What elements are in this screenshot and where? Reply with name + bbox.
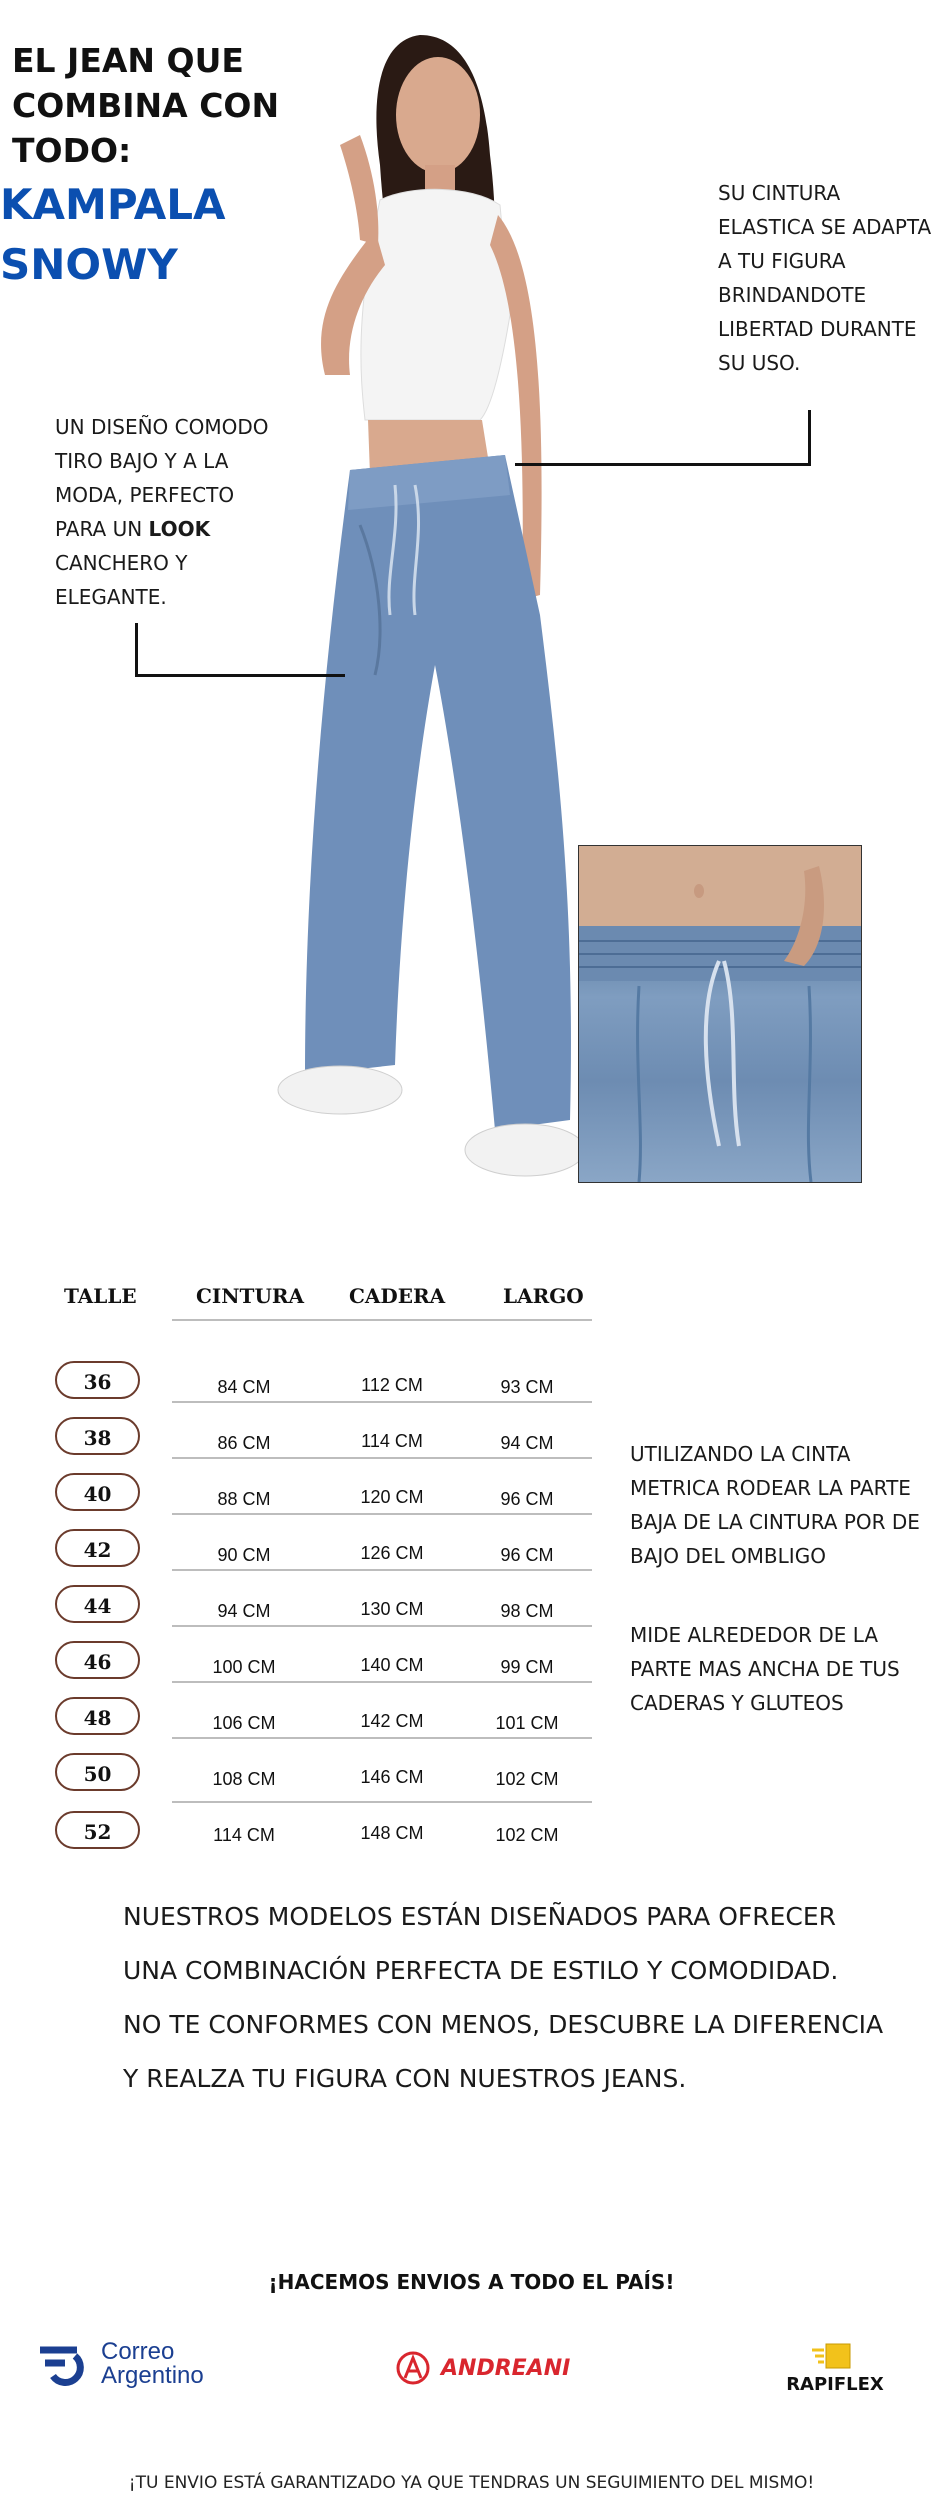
waistband-detail-photo <box>578 845 862 1183</box>
cell-largo: 99 CM <box>500 1657 554 1677</box>
cell-cintura: 94 CM <box>217 1601 271 1621</box>
model-top <box>361 189 510 420</box>
cell-largo: 93 CM <box>500 1377 554 1397</box>
cell-cintura: 88 CM <box>217 1489 271 1509</box>
row-rule <box>172 1569 592 1571</box>
model-face <box>396 57 480 173</box>
size-pill: 52 <box>55 1811 140 1849</box>
cell-cadera: 148 CM <box>360 1823 424 1843</box>
size-pill: 40 <box>55 1473 140 1511</box>
size-pill: 46 <box>55 1641 140 1679</box>
design-callout-text: UN DISEÑO COMODO TIRO BAJO Y A LA MODA, PERFECTO PARA UN <box>55 415 269 541</box>
paragraph-line: UNA COMBINACIÓN PERFECTA DE ESTILO Y COMODIDAD. <box>123 1956 839 1985</box>
size-pill: 36 <box>55 1361 140 1399</box>
cell-cintura: 90 CM <box>217 1545 271 1565</box>
cell-cadera: 140 CM <box>360 1655 424 1675</box>
row-rule <box>172 1401 592 1403</box>
model-shoe-left <box>278 1066 402 1114</box>
cell-cadera: 130 CM <box>360 1599 424 1619</box>
design-callout <box>55 410 285 614</box>
cell-cadera: 112 CM <box>361 1375 423 1395</box>
cell-cintura: 86 CM <box>217 1433 271 1453</box>
product-name <box>0 175 226 295</box>
row-rule <box>172 1513 592 1515</box>
cell-cadera: 126 CM <box>360 1543 424 1563</box>
shipping-guarantee: ¡TU ENVIO ESTÁ GARANTIZADO YA QUE TENDRAS UN SEGUIMIENTO DEL MISMO! <box>128 2473 815 2493</box>
correo-name-line1: Correo <box>101 2338 175 2365</box>
size-pill: 48 <box>55 1697 140 1735</box>
waist-callout: SU CINTURA ELASTICA SE ADAPTA A TU FIGURA BRINDANDOTE LIBERTAD DURANTE SU USO. <box>718 181 932 375</box>
model-shoe-right <box>465 1124 585 1176</box>
size-pill: 44 <box>55 1585 140 1623</box>
correo-argentino-logo <box>35 2338 235 2388</box>
cell-cadera: 120 CM <box>360 1487 424 1507</box>
header-cintura: CINTURA <box>196 1284 305 1308</box>
cell-largo: 102 CM <box>495 1769 559 1789</box>
correo-name-line2: Argentino <box>101 2362 204 2389</box>
waist-measure-instruction: UTILIZANDO LA CINTA METRICA RODEAR LA PARTE BAJA DE LA CINTURA POR DE BAJO DEL OMBLIGO <box>630 1442 920 1568</box>
andreani-logo-icon <box>395 2350 431 2386</box>
row-rule <box>172 1737 592 1739</box>
cell-largo: 101 CM <box>495 1713 559 1733</box>
row-rule <box>172 1801 592 1803</box>
cell-cintura: 100 CM <box>212 1657 276 1677</box>
cell-largo: 98 CM <box>500 1601 554 1621</box>
product-name-line1: KAMPALA <box>0 180 226 229</box>
waist-callout-line-vertical <box>808 410 811 466</box>
cell-cintura: 84 CM <box>217 1377 271 1397</box>
design-callout-line-horizontal <box>135 674 345 677</box>
header-talle: TALLE <box>64 1284 137 1308</box>
size-pill: 50 <box>55 1753 140 1791</box>
paragraph-line: NUESTROS MODELOS ESTÁN DISEÑADOS PARA OFRECER <box>123 1902 837 1931</box>
size-pill: 38 <box>55 1417 140 1455</box>
cell-cintura: 106 CM <box>212 1713 276 1733</box>
shipping-title: ¡HACEMOS ENVIOS A TODO EL PAÍS! <box>268 2270 675 2294</box>
waist-callout-line-horizontal <box>515 463 811 466</box>
cell-largo: 96 CM <box>500 1545 554 1565</box>
product-name-line2: SNOWY <box>0 240 178 289</box>
rapiflex-logo <box>770 2340 900 2400</box>
brand-paragraph <box>123 1890 903 2106</box>
size-pill: 42 <box>55 1529 140 1567</box>
header-cadera: CADERA <box>349 1284 446 1308</box>
cell-largo: 102 CM <box>495 1825 559 1845</box>
row-rule <box>172 1457 592 1459</box>
header-largo: LARGO <box>503 1284 584 1308</box>
cell-cadera: 142 CM <box>360 1711 424 1731</box>
paragraph-line: NO TE CONFORMES CON MENOS, DESCUBRE LA DIFERENCIA <box>123 2010 884 2039</box>
cell-largo: 96 CM <box>500 1489 554 1509</box>
rapiflex-logo-icon <box>812 2340 856 2372</box>
cell-cadera: 114 CM <box>361 1431 423 1451</box>
design-callout-line-vertical <box>135 623 138 677</box>
design-callout-bold: LOOK <box>148 517 211 541</box>
paragraph-line: Y REALZA TU FIGURA CON NUESTROS JEANS. <box>123 2064 687 2093</box>
design-callout-text-end: CANCHERO Y ELEGANTE. <box>55 551 188 609</box>
andreani-name: ANDREANI <box>441 2356 571 2381</box>
row-rule <box>172 1625 592 1627</box>
cell-cadera: 146 CM <box>360 1767 424 1787</box>
table-header-rule <box>172 1319 592 1321</box>
correo-logo-icon <box>35 2338 95 2388</box>
cell-cintura: 114 CM <box>213 1825 275 1845</box>
rapiflex-name: RAPIFLEX <box>786 2374 884 2395</box>
waistband-detail-illustration <box>579 846 861 1182</box>
cell-cintura: 108 CM <box>212 1769 276 1789</box>
andreani-logo <box>395 2350 595 2390</box>
cell-largo: 94 CM <box>500 1433 554 1453</box>
headline: EL JEAN QUE COMBINA CON TODO: <box>12 41 280 170</box>
hip-measure-instruction: MIDE ALREDEDOR DE LA PARTE MAS ANCHA DE TUS CADERAS Y GLUTEOS <box>630 1623 900 1715</box>
row-rule <box>172 1681 592 1683</box>
